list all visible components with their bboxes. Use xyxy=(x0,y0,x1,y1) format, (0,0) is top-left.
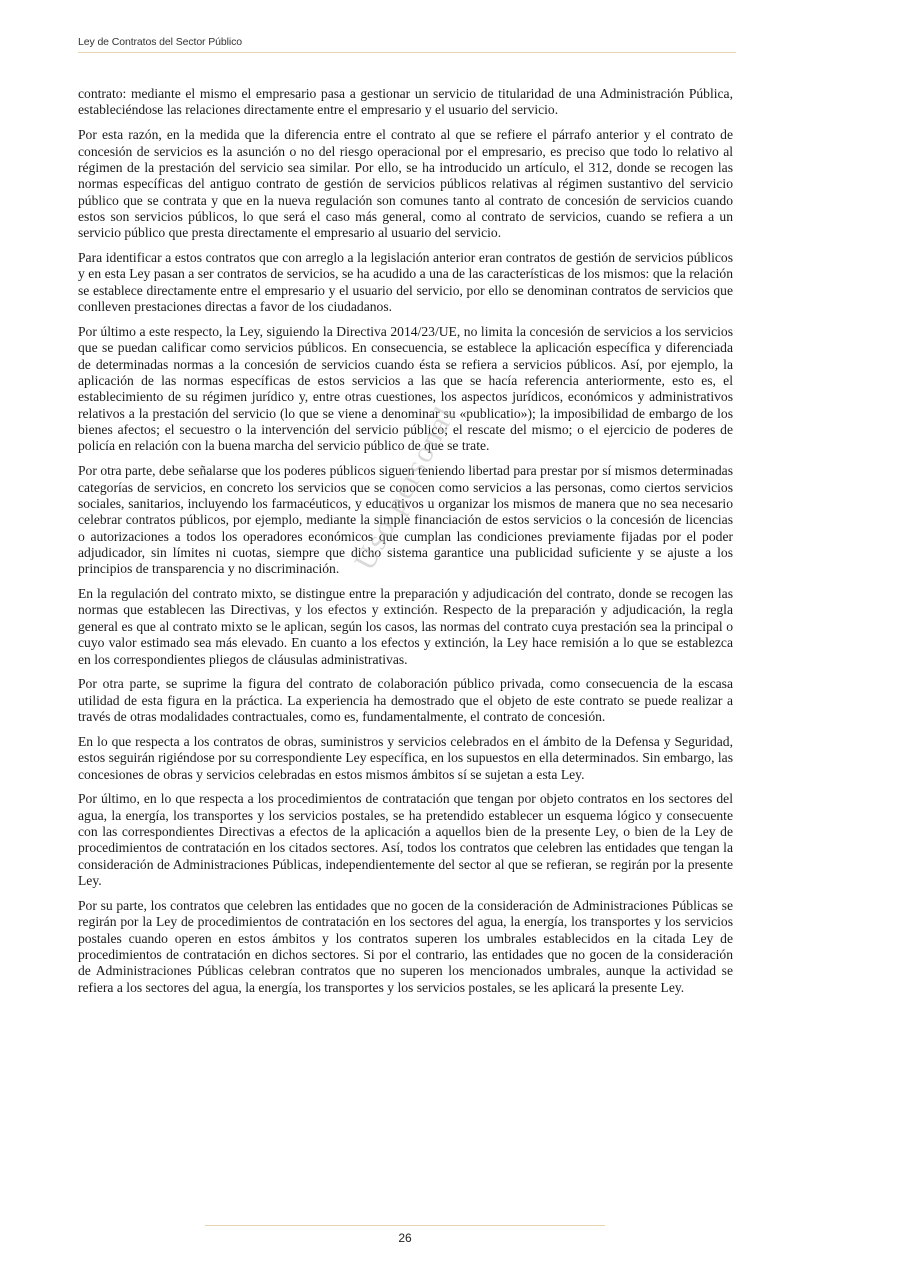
watermark: Uso personal xyxy=(348,399,463,576)
paragraph-4: Por último a este respecto, la Ley, siguiendo la Directiva 2014/23/UE, no limita la concesión de servicios a los servicios que se puedan calificar como servicios públicos. En consecuencia, se establece la aplicación específica y diferenciada de determinadas normas a la concesión de servicios cuando ésta se refiera a servicios públicos. Así, por ejemplo, la aplicación de las normas específicas de estos servicios a las que se hacía referencia anteriormente, esto es, el establecimiento de su régimen jurídico y, entre otras cuestiones, los aspectos jurídicos, económicos y administrativos relativos a la prestación del servicio (lo que se viene a denominar su «publicatio»); la imposibilidad de embargo de los bienes afectos; el secuestro o la intervención del servicio público; el rescate del mismo; o el ejercicio de poderes de policía en relación con la buena marcha del servicio público de que se trate. xyxy=(78,323,733,454)
paragraph-3: Para identificar a estos contratos que con arreglo a la legislación anterior eran contratos de gestión de servicios públicos y en esta Ley pasan a ser contratos de servicios, se ha acudido a una de las características de los mismos: que la relación se establece directamente entre el empresario y el usuario del servicio, por ello se denominan contratos de servicios que conlleven prestaciones directas a favor de los ciudadanos. xyxy=(78,250,733,315)
paragraph-9: Por último, en lo que respecta a los procedimientos de contratación que tengan por objeto contratos en los sectores del agua, la energía, los transportes y los servicios postales, se ha pretendido establecer un esquema lógico y consecuente con las correspondientes Directivas a efectos de la aplicación a aquellos bien de la presente Ley, o bien de la Ley de procedimientos de contratación en los citados sectores. Así, todos los contratos que celebren las entidades que tengan la consideración de Administraciones Públicas, independientemente del sector al que se refieran, se regirán por la presente Ley. xyxy=(78,791,733,889)
page-body xyxy=(78,86,733,1005)
header-divider xyxy=(78,52,736,53)
paragraph-2: Por esta razón, en la medida que la diferencia entre el contrato al que se refiere el párrafo anterior y el contrato de concesión de servicios es la asunción o no del riesgo operacional por el empresario, es preciso que todo lo relativo al régimen de la prestación del servicio sea similar. Por ello, se ha introducido un artículo, el 312, donde se recogen las normas específicas del antiguo contrato de gestión de servicios públicos relativas al régimen sustantivo del servicio público que se contrata y que en la nueva regulación son comunes tanto al contrato de concesión de servicios cuando estos son servicios públicos, lo que será el caso más general, como al contrato de servicios, cuando se refiera a un servicio público que presta directamente el empresario al usuario del servicio. xyxy=(78,127,733,241)
paragraph-7: Por otra parte, se suprime la figura del contrato de colaboración público privada, como consecuencia de la escasa utilidad de esta figura en la práctica. La experiencia ha demostrado que el objeto de este contrato se puede realizar a través de otras modalidades contractuales, como es, fundamentalmente, el contrato de concesión. xyxy=(78,676,733,725)
footer-divider xyxy=(205,1225,605,1226)
paragraph-8: En lo que respecta a los contratos de obras, suministros y servicios celebrados en el ámbito de la Defensa y Seguridad, estos seguirán rigiéndose por su correspondiente Ley específica, en los supuestos en ella determinados. Sin embargo, las concesiones de obras y servicios celebradas en estos mismos ámbitos sí se sujetan a esta Ley. xyxy=(78,733,733,782)
paragraph-6: En la regulación del contrato mixto, se distingue entre la preparación y adjudicación del contrato, donde se recogen las normas que establecen las Directivas, y los efectos y extinción. Respecto de la preparación y adjudicación, la regla general es que al contrato mixto se le aplican, según los casos, las normas del contrato cuya prestación sea la principal o cuyo valor estimado sea más elevado. En cuanto a los efectos y extinción, la Ley hace remisión a lo que se establezca en los correspondientes pliegos de cláusulas administrativas. xyxy=(78,586,733,667)
document-title: Ley de Contratos del Sector Público xyxy=(78,36,243,48)
paragraph-5: Por otra parte, debe señalarse que los poderes públicos siguen teniendo libertad para prestar por sí mismos determinadas categorías de servicios, en concreto los servicios que se conocen como servicios a las personas, como ciertos servicios sociales, sanitarios, incluyendo los farmacéuticos, y educativos u organizar los mismos de manera que no sea necesario celebrar contratos públicos, por ejemplo, mediante la simple financiación de estos servicios o la concesión de licencias o autorizaciones a todos los operadores económicos que cumplan las condiciones previamente fijadas por el poder adjudicador, sin límites ni cuotas, siempre que dicho sistema garantice una publicidad suficiente y se ajuste a los principios de transparencia y no discriminación. xyxy=(78,463,733,577)
paragraph-10: Por su parte, los contratos que celebren las entidades que no gocen de la consideración de Administraciones Públicas se regirán por la Ley de procedimientos de contratación en los sectores del agua, la energía, los transportes y los servicios postales cuando operen en estos ámbitos y los contratos superen los umbrales establecidos en la citada Ley de procedimientos de contratación en dichos sectores. Si por el contrario, las entidades que no gocen de la consideración de Administraciones Públicas celebran contratos que no superen los mencionados umbrales, aunque la actividad se refiera a los sectores del agua, la energía, los transportes y los servicios postales, se les aplicará la presente Ley. xyxy=(78,897,733,995)
paragraph-1: contrato: mediante el mismo el empresario pasa a gestionar un servicio de titularidad de una Administración Pública, estableciéndose las relaciones directamente entre el empresario y el usuario del servicio. xyxy=(78,86,733,118)
page-header xyxy=(78,36,736,53)
page-number: 26 xyxy=(398,1231,412,1245)
